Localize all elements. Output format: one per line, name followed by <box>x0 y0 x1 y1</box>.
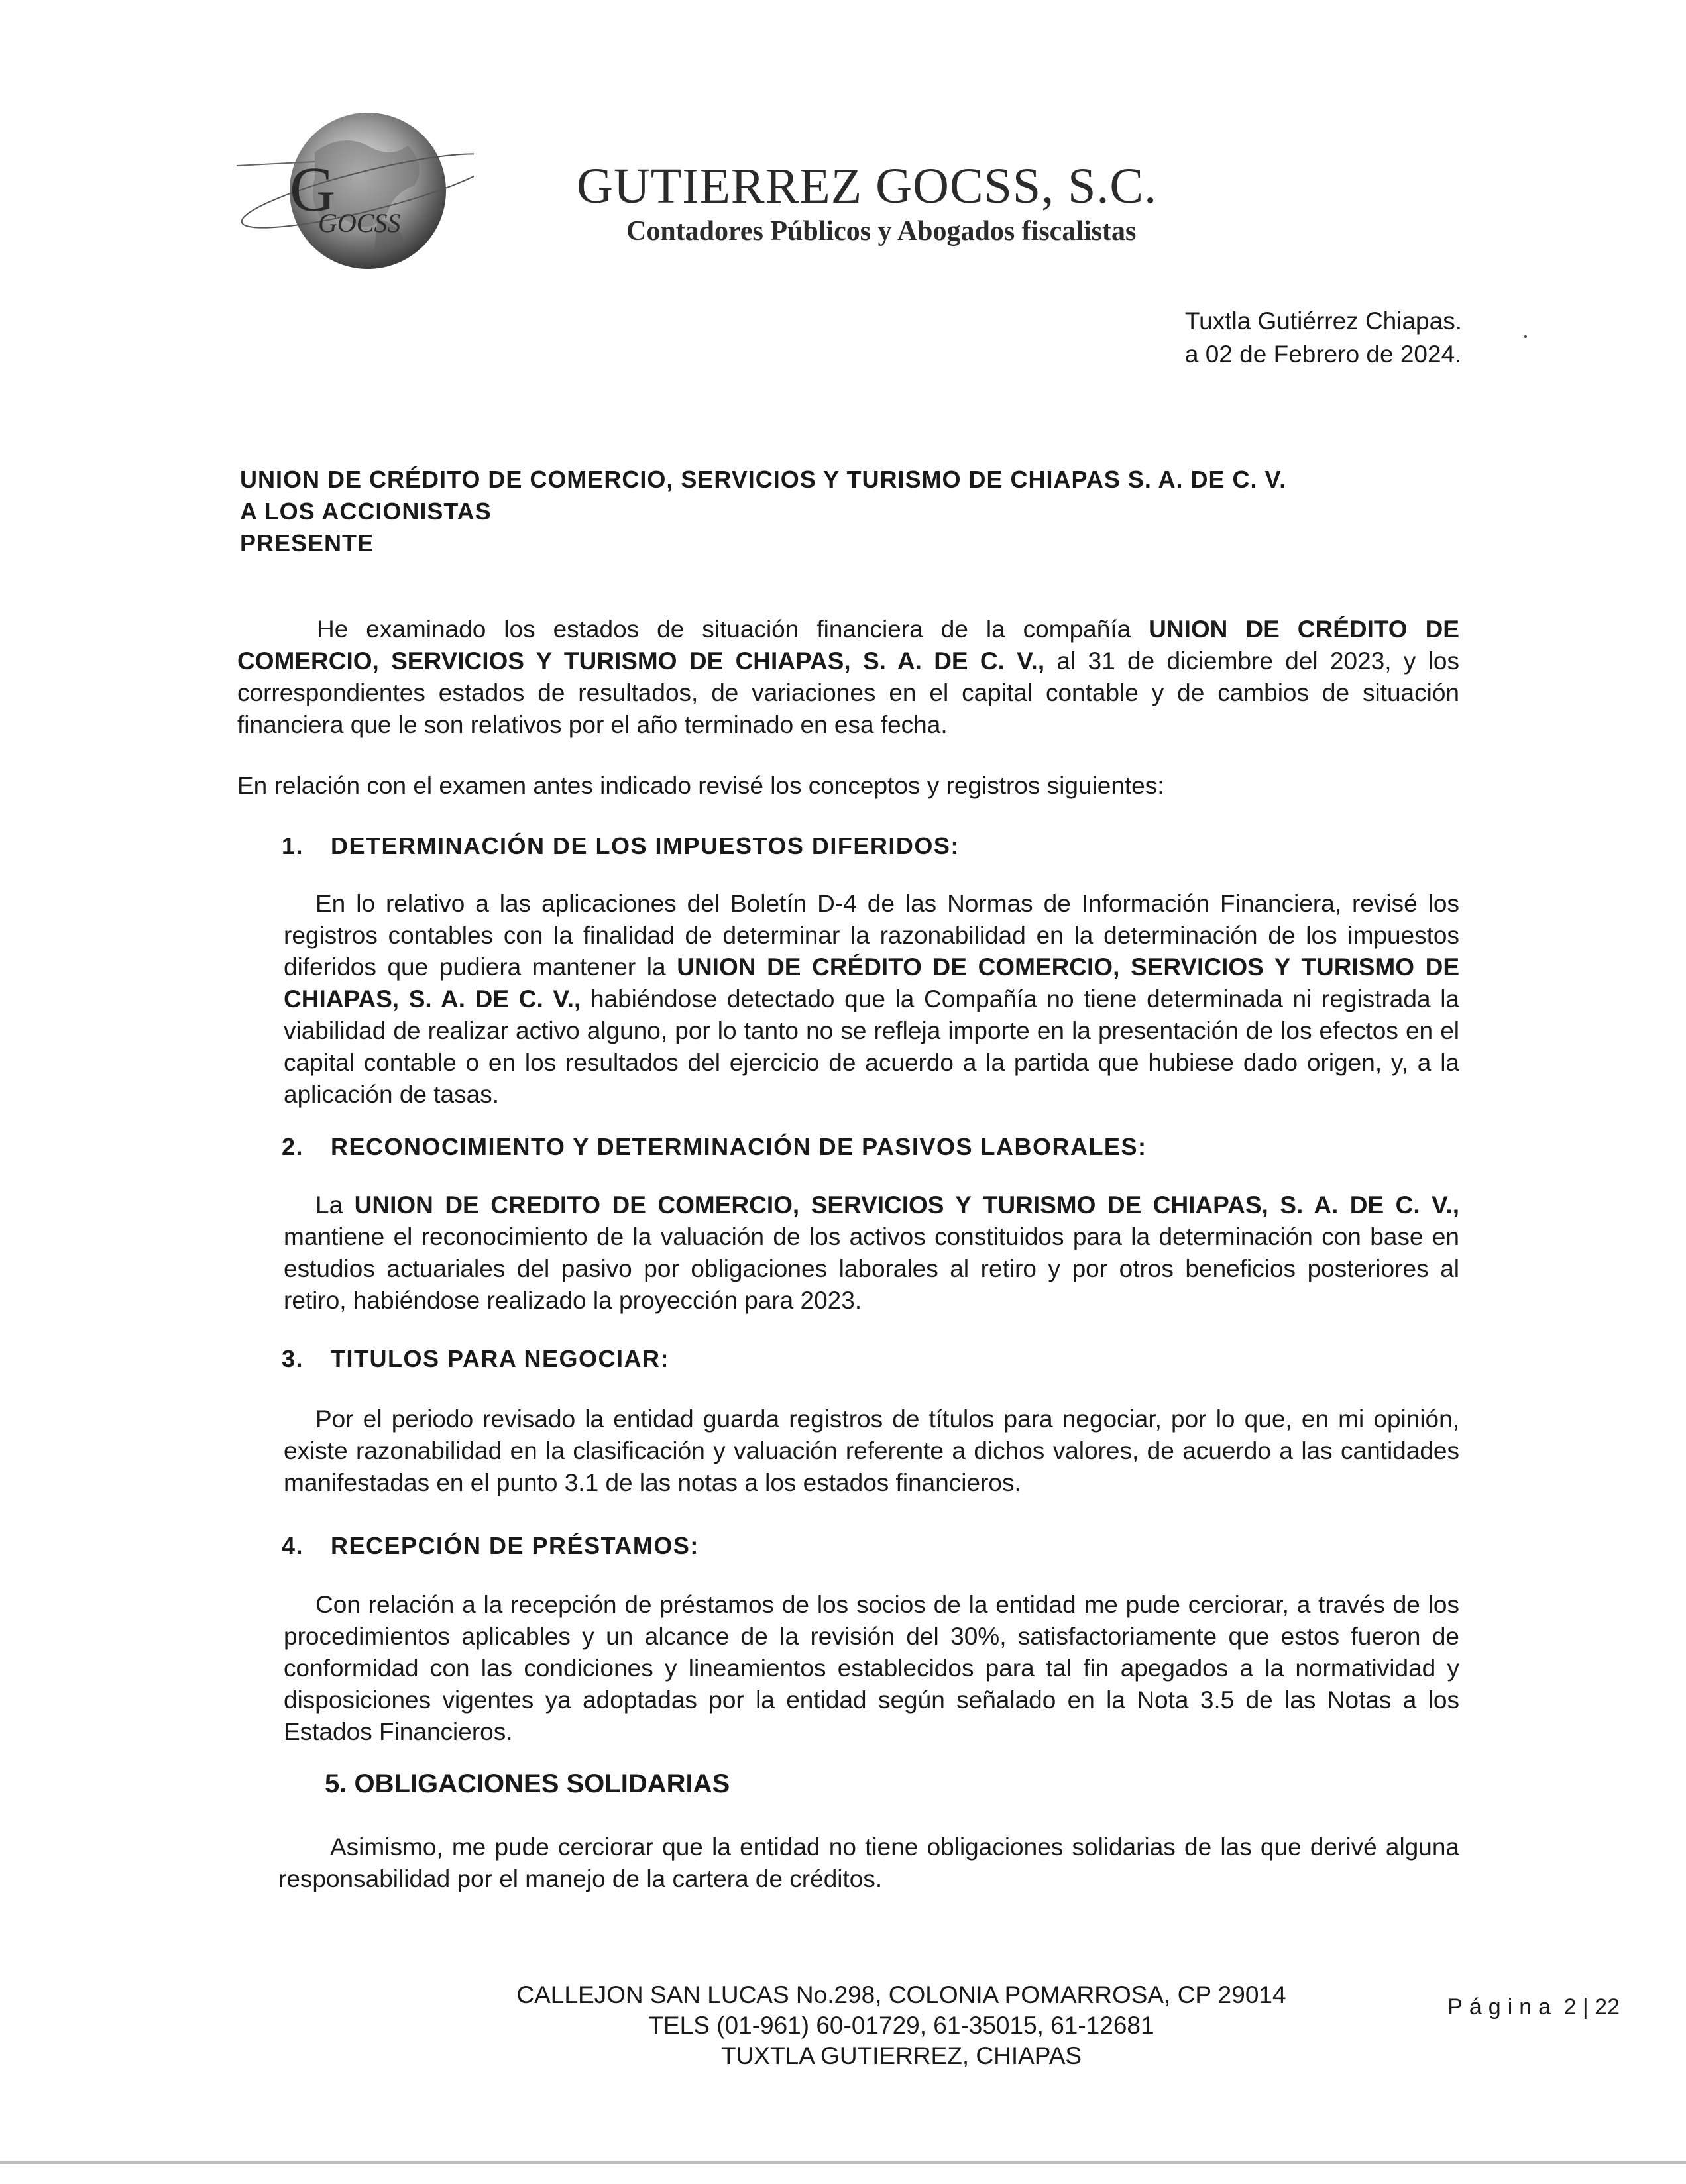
section-1-title: DETERMINACIÓN DE LOS IMPUESTOS DIFERIDOS: <box>331 832 960 859</box>
section-2-text-b: mantiene el reconocimiento de la valuación de los activos constituidos para la determinación con base en estudios actuariales del pasivo por obligaciones laborales al retiro y por otros beneficios posteriores al retiro, habiéndose realizado la proyección para 2023. <box>284 1223 1459 1314</box>
section-2-text-a: La <box>315 1191 355 1219</box>
place-city: Tuxtla Gutiérrez Chiapas. <box>1184 307 1462 335</box>
section-1-heading <box>282 832 960 860</box>
section-3-number: 3. <box>282 1345 304 1372</box>
letter-date: a 02 de Febrero de 2024. <box>1184 341 1462 368</box>
page-number <box>1447 1994 1620 2020</box>
logo-wordmark: GOCSS <box>318 208 401 238</box>
intro-paragraph <box>237 614 1459 741</box>
addressee-present: PRESENTE <box>240 529 374 557</box>
footer-street: CALLEJON SAN LUCAS No.298, COLONIA POMARROSA, CP 29014 <box>516 1981 1286 2008</box>
section-3-title: TITULOS PARA NEGOCIAR: <box>331 1345 669 1372</box>
section-1-text-b: habiéndose detectado que la Compañía no tiene determinada ni registrada la viabilidad de realizar activo alguno, por lo tanto no se refleja importe en la presentación de los efectos en el capital contable o en los resultados del ejercicio de acuerdo a la partida que hubiese dado origen, y, a la aplicación de tasas. <box>284 985 1460 1108</box>
section-4-heading <box>282 1532 699 1560</box>
footer-address <box>431 1980 1372 2071</box>
relation-paragraph: En relación con el examen antes indicado revisé los conceptos y registros siguientes: <box>237 772 1164 799</box>
section-4-number: 4. <box>282 1532 304 1559</box>
section-2-company: UNION DE CREDITO DE COMERCIO, SERVICIOS Y TURISMO DE CHIAPAS, S. A. DE C. V., <box>354 1191 1460 1219</box>
addressee-block <box>240 464 1286 559</box>
section-1-number: 1. <box>282 832 304 859</box>
firm-name: GUTIERREZ GOCSS, S.C. <box>577 158 1158 214</box>
section-1-company: UNION DE CRÉDITO DE COMERCIO, SERVICIOS Y TURISMO DE CHIAPAS, S. A. DE C. V., <box>284 954 1459 1012</box>
logo-letter-g: G <box>290 154 336 225</box>
intro-company: UNION DE CRÉDITO DE COMERCIO, SERVICIOS Y TURISMO DE CHIAPAS, S. A. DE C. V., <box>237 616 1459 675</box>
section-4-text: Con relación a la recepción de préstamos de los socios de la entidad me pude cerciorar, a través de los procedimientos aplicables y un alcance de la revisión del 30%, satisfactoriamente que estos fueron de conformidad con las condiciones y lineamientos establecidos para tal fin apegados a la normatividad y disposiciones vigentes ya adoptadas por la entidad según señalado en la Nota 3.5 de las Notas a los Estados Financieros. <box>284 1591 1459 1745</box>
section-3-paragraph <box>284 1403 1459 1499</box>
footer-city: TUXTLA GUTIERREZ, CHIAPAS <box>720 2042 1082 2069</box>
addressee-company: UNION DE CRÉDITO DE COMERCIO, SERVICIOS Y TURISMO DE CHIAPAS S. A. DE C. V. <box>240 466 1287 493</box>
scan-edge-line <box>0 2161 1686 2164</box>
page-count: 2 | 22 <box>1563 1994 1620 2020</box>
globe-logo-icon <box>235 106 474 278</box>
section-5-paragraph <box>278 1831 1459 1895</box>
section-1-paragraph <box>284 888 1459 1111</box>
addressee-recipients: A LOS ACCIONISTAS <box>240 498 492 525</box>
section-2-paragraph <box>284 1189 1459 1317</box>
section-5-text: Asimismo, me pude cerciorar que la entidad no tiene obligaciones solidarias de las que derivé alguna responsabilidad por el manejo de la cartera de créditos. <box>278 1833 1459 1892</box>
section-4-paragraph <box>284 1589 1459 1748</box>
intro-text-b: al 31 de diciembre del 2023, y los correspondientes estados de resultados, de variaciones en el capital contable y de cambios de situación financiera que le son relativos por el año terminado en esa fecha. <box>237 647 1459 738</box>
place-date <box>1185 305 1462 371</box>
firm-subtitle: Contadores Públicos y Abogados fiscalistas <box>626 216 1137 246</box>
section-2-title: RECONOCIMIENTO Y DETERMINACIÓN DE PASIVOS LABORALES: <box>331 1133 1147 1160</box>
footer-phones: TELS (01-961) 60-01729, 61-35015, 61-12681 <box>648 2012 1154 2039</box>
section-3-heading <box>282 1345 669 1373</box>
section-1-text-a: En lo relativo a las aplicaciones del Boletín D-4 de las Normas de Información Financiera, revisé los registros contables con la finalidad de determinar la razonabilidad en la determinación de los impuestos diferidos que pudiera mantener la <box>284 890 1459 981</box>
section-5-heading: 5. OBLIGACIONES SOLIDARIAS <box>325 1769 730 1798</box>
intro-text-a: He examinado los estados de situación financiera de la compañía <box>317 616 1149 643</box>
section-2-number: 2. <box>282 1133 304 1160</box>
section-3-text: Por el periodo revisado la entidad guarda registros de títulos para negociar, por lo que, en mi opinión, existe razonabilidad en la clasificación y valuación referente a dichos valores, de acuerdo a las cantidades manifestadas en el punto 3.1 de las notas a los estados financieros. <box>284 1405 1459 1496</box>
section-2-heading <box>282 1133 1147 1161</box>
firm-logo <box>235 106 474 278</box>
page-label: Página <box>1447 1994 1558 2020</box>
scan-speck <box>1524 335 1527 338</box>
section-4-title: RECEPCIÓN DE PRÉSTAMOS: <box>331 1532 699 1559</box>
